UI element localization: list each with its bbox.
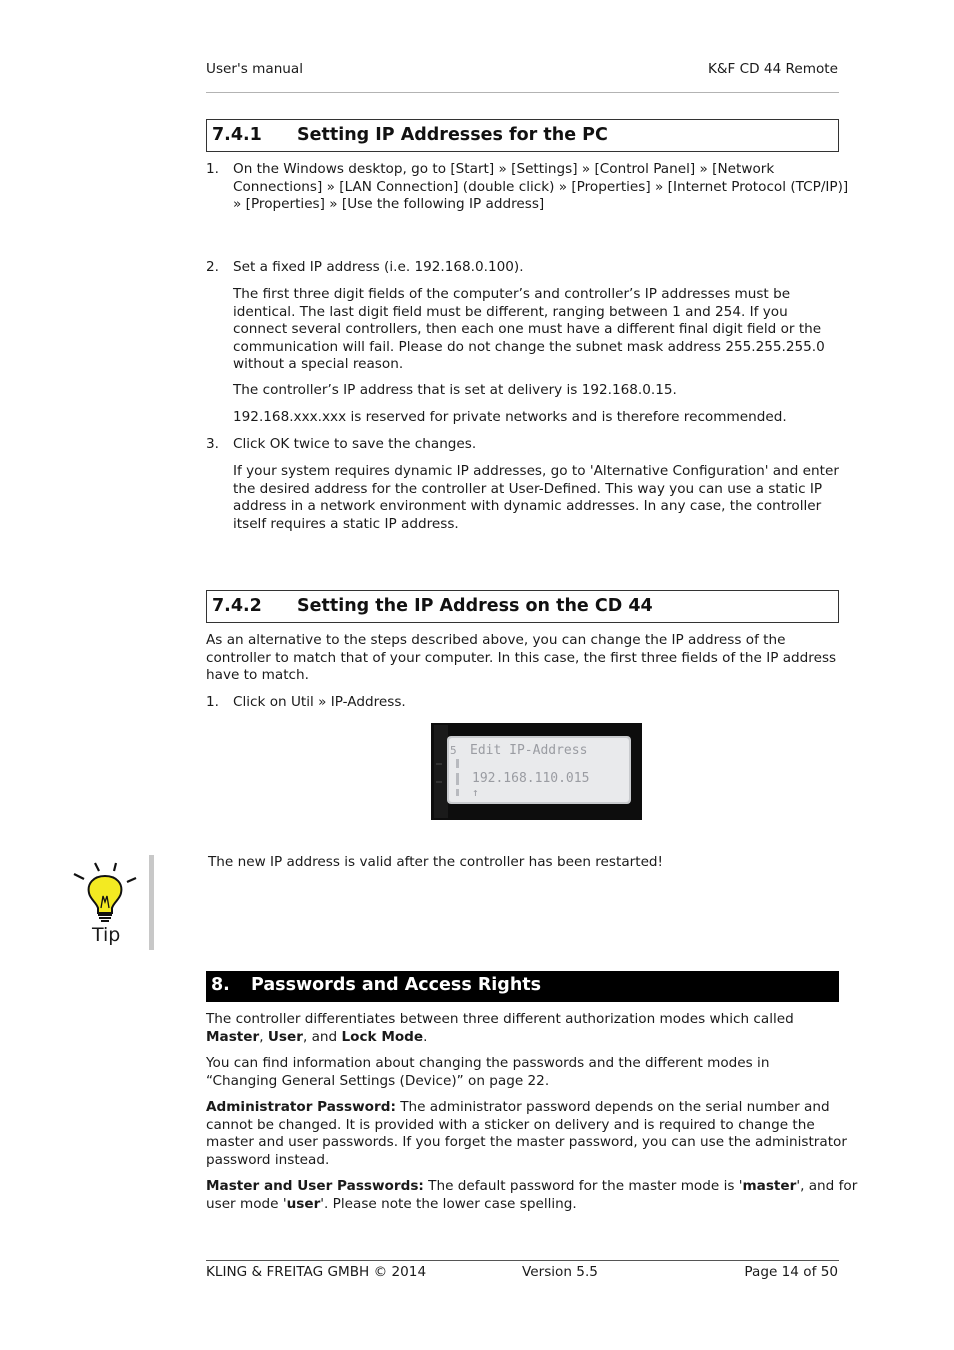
lcd-line-1: Edit IP-Address (470, 743, 588, 758)
text-line: master and user passwords. If you forget the master password, you can use the administrator (206, 1134, 847, 1150)
text-run: user mode ' (206, 1195, 287, 1212)
step-3-text: Click OK twice to save the changes. (233, 436, 477, 452)
master-password: master (742, 1178, 797, 1194)
heading-number: 8. (211, 975, 230, 995)
default-ip-paragraph: The controller’s IP address that is set at delivery is 192.168.0.15. (233, 382, 677, 398)
text-run: '. Please note the lower case spelling. (320, 1195, 577, 1212)
footer-left: KLING & FREITAG GMBH © 2014 (206, 1264, 427, 1280)
header-right: K&F CD 44 Remote (707, 61, 838, 77)
text-line: On the Windows desktop, go to [Start] » [Settings] » [Control Panel] » [Network (233, 161, 775, 177)
text-line: itself requires a static IP address. (233, 515, 459, 532)
heading-number: 7.4.2 (212, 596, 262, 616)
lcd-line-2: 192.168.110.015 (472, 771, 590, 786)
text-line (206, 1196, 857, 1214)
heading-title: Passwords and Access Rights (251, 975, 542, 995)
intro-paragraph (206, 632, 836, 685)
heading-7-4-2 (206, 590, 839, 623)
step-number: 2. (206, 259, 219, 275)
separator: , (259, 1028, 268, 1045)
text-run: ', and for (796, 1178, 858, 1194)
text-line: identical. The last digit field must be different, ranging between 1 and 254. If you (233, 303, 788, 320)
text-line: password instead. (206, 1151, 330, 1168)
text-line: Connections] » [LAN Connection] (double click) » [Properties] » [Internet Protocol (TCP/IP)] (233, 178, 849, 195)
step-number: 1. (206, 694, 219, 710)
header-rule (206, 92, 839, 93)
user-password: user (286, 1195, 321, 1212)
text-line: controller to match that of your computer. In this case, the first three fields of the IP address (206, 649, 837, 666)
lcd-side-char: 5 (450, 744, 457, 757)
step-3-paragraph (233, 463, 839, 533)
tip-label: Tip (92, 924, 121, 946)
step-number: 1. (206, 161, 219, 177)
period: . (423, 1028, 428, 1045)
heading-7-4-1 (206, 119, 839, 152)
text-line: have to match. (206, 667, 309, 683)
admin-password-paragraph (206, 1099, 847, 1169)
master-user-paragraph (206, 1178, 857, 1213)
master-user-label: Master and User Passwords: (206, 1178, 424, 1194)
text-line: » [Properties] » [Use the following IP address] (233, 196, 545, 212)
text-run: The administrator password depends on the serial number and (395, 1099, 830, 1115)
text-line: As an alternative to the steps described above, you can change the IP address of the (206, 632, 786, 648)
text-line: cannot be changed. It is provided with a sticker on delivery and is required to change the (206, 1116, 815, 1133)
lcd-display-photo (431, 723, 642, 820)
heading-8 (206, 971, 839, 1002)
lightbulb-icon (70, 858, 140, 922)
text-line: The controller differentiates between three different authorization modes which called (206, 1011, 794, 1027)
master-term: Master (206, 1028, 260, 1045)
heading-title: Setting the IP Address on the CD 44 (297, 596, 653, 616)
lcd-arrow: ↑ (472, 786, 479, 799)
tip-divider (149, 855, 154, 950)
text-run: The default password for the master mode is ' (423, 1178, 743, 1194)
text-line: If your system requires dynamic IP addresses, go to 'Alternative Configuration' and enter (233, 463, 839, 479)
text-line: connect several controllers, then each one must have a different final digit field or the (233, 321, 822, 337)
separator: , and (302, 1028, 342, 1045)
text-line: communication will fail. Please do not change the subnet mask address 255.255.255.0 (233, 338, 825, 355)
step-1-text: Click on Util » IP-Address. (233, 694, 406, 710)
text-line: without a special reason. (233, 356, 404, 372)
footer-right: Page 14 of 50 (744, 1264, 838, 1280)
tip-text: The new IP address is valid after the controller has been restarted! (208, 854, 664, 870)
header-left: User's manual (206, 61, 304, 77)
footer-rule (206, 1260, 839, 1261)
text-line (206, 1029, 794, 1047)
admin-password-label: Administrator Password: (206, 1099, 396, 1115)
footer-center: Version 5.5 (522, 1264, 598, 1280)
modes-paragraph (206, 1011, 794, 1046)
step-2-paragraph (233, 286, 825, 374)
heading-title: Setting IP Addresses for the PC (297, 125, 608, 145)
text-line: “Changing General Settings (Device)” on page 22. (206, 1072, 550, 1089)
user-term: User (267, 1028, 303, 1045)
info-paragraph (206, 1055, 769, 1090)
heading-number: 7.4.1 (212, 125, 262, 145)
lock-mode-term: Lock Mode (341, 1028, 424, 1045)
private-network-paragraph: 192.168.xxx.xxx is reserved for private networks and is therefore recommended. (233, 409, 787, 425)
text-line: the desired address for the controller at User-Defined. This way you can use a static IP (233, 480, 823, 497)
step-2-text: Set a fixed IP address (i.e. 192.168.0.100). (233, 259, 524, 275)
text-line: address in a network environment with dynamic addresses. In any case, the controller (233, 498, 822, 514)
text-line: The first three digit fields of the computer’s and controller’s IP addresses must be (233, 286, 791, 302)
step-1-text (233, 161, 848, 214)
text-line: You can find information about changing the passwords and the different modes in (206, 1055, 770, 1071)
text-line (206, 1099, 847, 1117)
text-line (206, 1178, 857, 1196)
step-number: 3. (206, 436, 219, 452)
